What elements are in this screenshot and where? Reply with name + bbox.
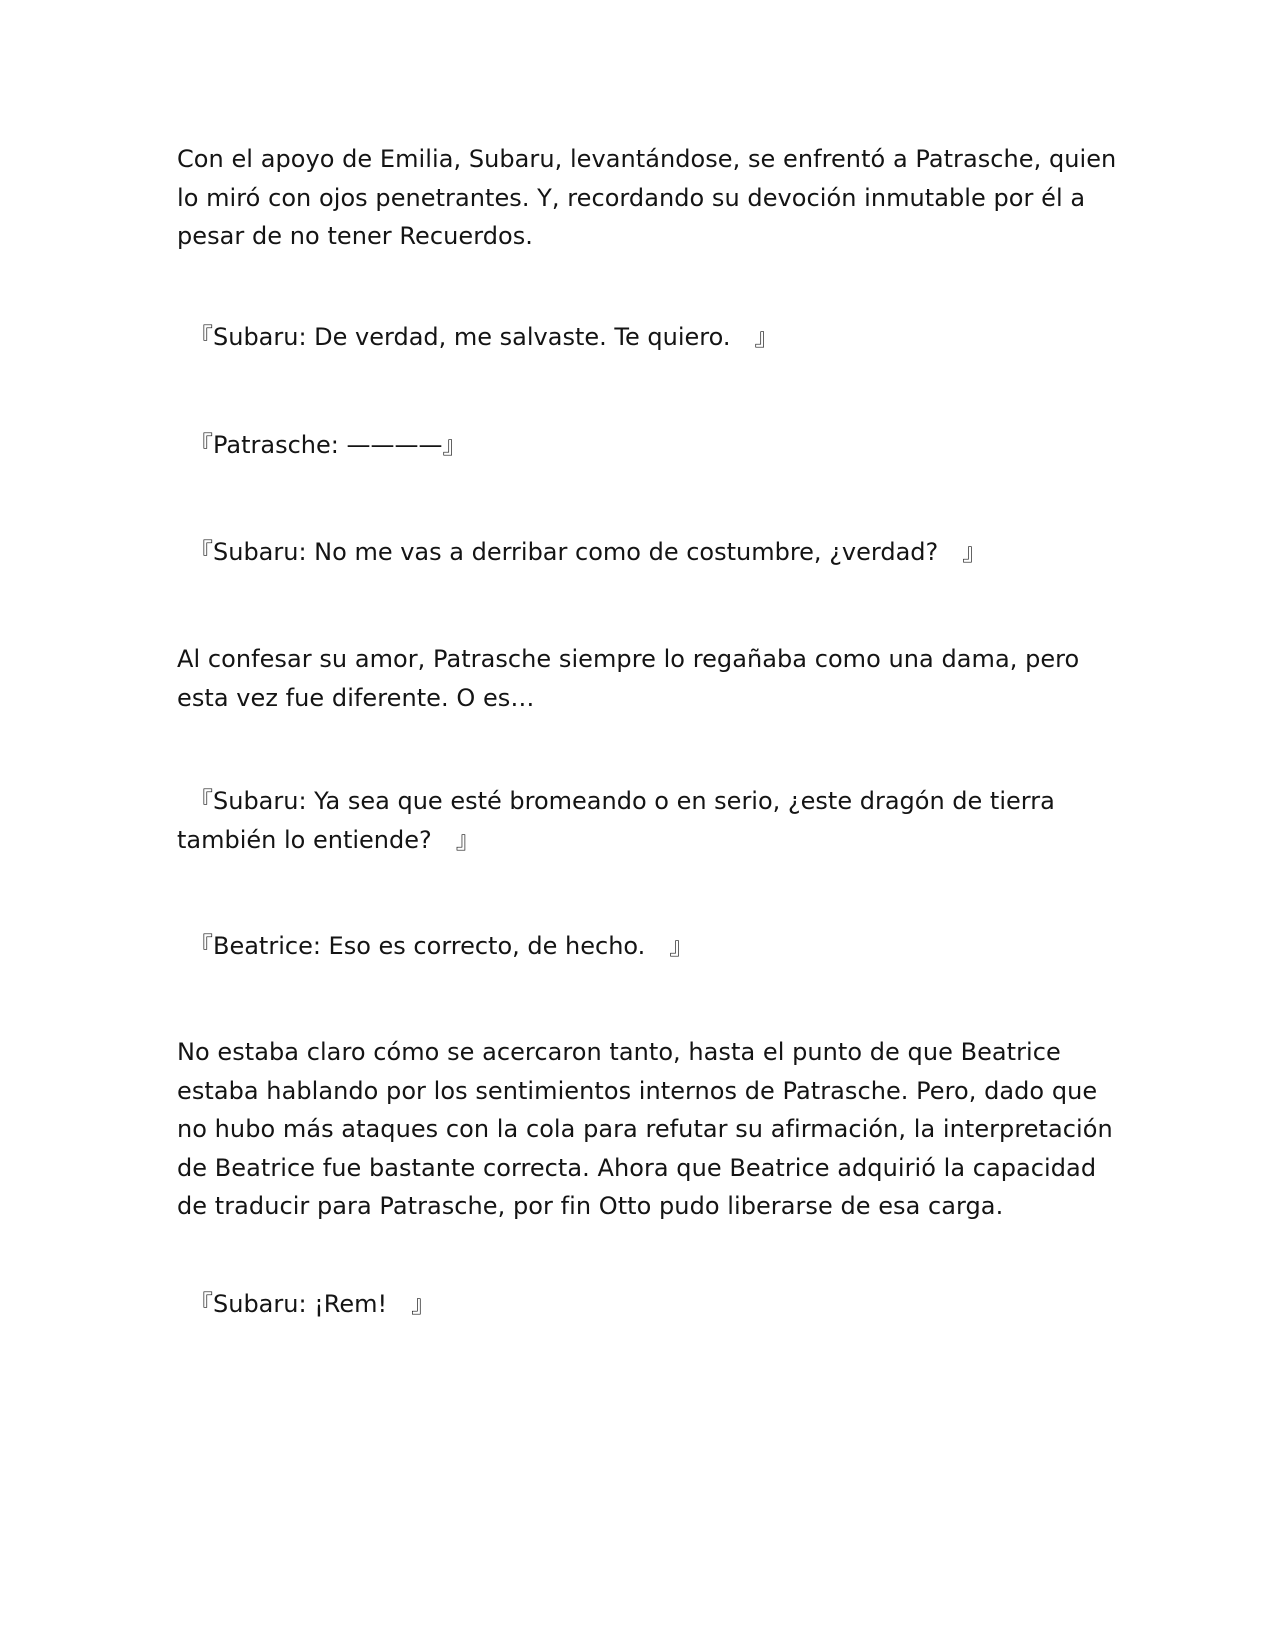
dialogue-line-6: 『Subaru: ¡Rem! 』: [177, 1290, 436, 1318]
dialogue-line-4: 『Subaru: Ya sea que esté bromeando o en serio, ¿este dragón de tierra también lo entiende? 』: [177, 787, 1055, 854]
paragraph-1: Con el apoyo de Emilia, Subaru, levantándose, se enfrentó a Patrasche, quien lo miró con ojos penetrantes. Y, recordando su devoción inmutable por él a pesar de no tener Recuerdos.: [177, 145, 1117, 250]
dialogue-line-5: 『Beatrice: Eso es correcto, de hecho. 』: [177, 932, 694, 960]
dialogue-line-1: 『Subaru: De verdad, me salvaste. Te quiero. 』: [177, 323, 779, 351]
dialogue-line-3: 『Subaru: No me vas a derribar como de costumbre, ¿verdad? 』: [177, 538, 987, 566]
paragraph-2: Al confesar su amor, Patrasche siempre lo regañaba como una dama, pero esta vez fue diferente. O es…: [177, 645, 1080, 712]
dialogue-line-2: 『Patrasche: ————』: [177, 431, 467, 459]
paragraph-3: No estaba claro cómo se acercaron tanto, hasta el punto de que Beatrice estaba hablando por los sentimientos internos de Patrasche. Pero, dado que no hubo más ataques con la cola para refutar su afirmación, la interpretación de Beatrice fue bastante correcta. Ahora que Beatrice adquirió la capacidad de traducir para Patrasche, por fin Otto pudo liberarse de esa carga.: [177, 1038, 1113, 1220]
